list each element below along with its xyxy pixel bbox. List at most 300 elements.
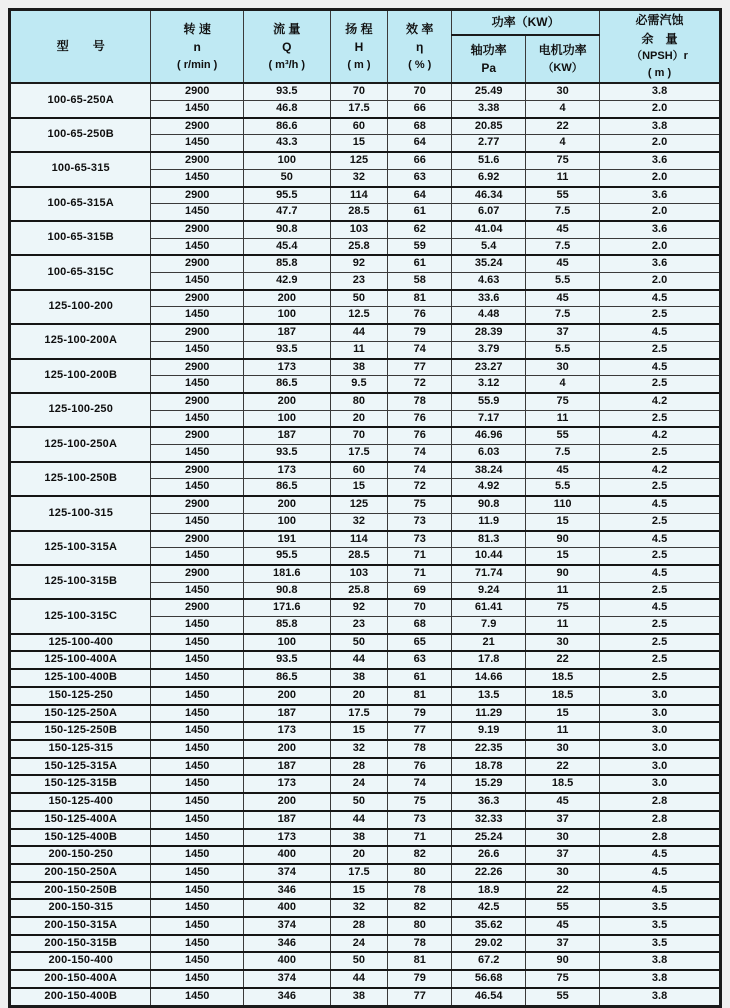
value-cell: 93.5 [243,83,330,100]
table-row [10,793,721,811]
model-group [10,935,721,953]
value-cell: 38 [330,988,388,1006]
value-cell: 2900 [151,290,243,307]
model-cell: 125-100-400 [10,634,151,652]
value-cell: 1450 [151,882,243,900]
model-group [10,722,721,740]
value-cell: 1450 [151,582,243,599]
value-cell: 37 [526,324,600,341]
value-cell: 46.8 [243,100,330,117]
value-cell: 18.5 [526,687,600,705]
value-cell: 58 [388,273,452,290]
value-cell: 70 [388,599,452,616]
value-cell: 60 [330,462,388,479]
value-cell: 2900 [151,221,243,238]
value-cell: 3.0 [600,722,721,740]
value-cell: 346 [243,988,330,1006]
value-cell: 44 [330,811,388,829]
model-group [10,496,721,530]
value-cell: 55.9 [452,393,526,410]
value-cell: 82 [388,899,452,917]
value-cell: 20 [330,846,388,864]
model-cell: 125-100-315A [10,531,151,565]
table-row [10,899,721,917]
value-cell: 1450 [151,548,243,565]
value-cell: 35.62 [452,917,526,935]
value-cell: 56.68 [452,970,526,988]
value-cell: 3.0 [600,687,721,705]
table-row [10,864,721,882]
value-cell: 37 [526,811,600,829]
value-cell: 23 [330,273,388,290]
table-row [10,882,721,900]
value-cell: 69 [388,582,452,599]
model-cell: 100-65-315B [10,221,151,255]
value-cell: 11 [526,410,600,427]
value-cell: 1450 [151,970,243,988]
model-group [10,221,721,255]
value-cell: 22 [526,882,600,900]
table-row [10,462,721,479]
table-row [10,187,721,204]
value-cell: 71.74 [452,565,526,582]
value-cell: 86.5 [243,376,330,393]
value-cell: 45 [526,221,600,238]
value-cell: 6.03 [452,445,526,462]
value-cell: 1450 [151,341,243,358]
value-cell: 2900 [151,255,243,272]
value-cell: 17.5 [330,864,388,882]
value-cell: 42.5 [452,899,526,917]
model-group [10,988,721,1006]
value-cell: 78 [388,882,452,900]
model-group [10,187,721,221]
value-cell: 200 [243,793,330,811]
value-cell: 73 [388,811,452,829]
value-cell: 2.5 [600,307,721,324]
model-cell: 200-150-400 [10,952,151,970]
value-cell: 81 [388,952,452,970]
value-cell: 3.5 [600,899,721,917]
value-cell: 2.5 [600,548,721,565]
value-cell: 4.5 [600,324,721,341]
value-cell: 90 [526,565,600,582]
value-cell: 1450 [151,775,243,793]
value-cell: 346 [243,882,330,900]
value-cell: 50 [330,952,388,970]
value-cell: 1450 [151,899,243,917]
table-row [10,952,721,970]
table-row [10,722,721,740]
model-group [10,899,721,917]
model-group [10,255,721,289]
model-group [10,970,721,988]
value-cell: 45 [526,793,600,811]
value-cell: 100 [243,634,330,652]
value-cell: 15 [330,135,388,152]
model-group [10,864,721,882]
table-row [10,393,721,410]
value-cell: 2900 [151,83,243,100]
value-cell: 1450 [151,864,243,882]
value-cell: 6.92 [452,169,526,186]
value-cell: 2.5 [600,479,721,496]
col-header-shaft-power: 轴功率 Pa [452,35,526,83]
value-cell: 81.3 [452,531,526,548]
value-cell: 17.5 [330,100,388,117]
value-cell: 3.6 [600,152,721,169]
value-cell: 2.8 [600,811,721,829]
pump-specification-table [8,8,722,1008]
value-cell: 76 [388,410,452,427]
value-cell: 32 [330,899,388,917]
value-cell: 32 [330,169,388,186]
value-cell: 24 [330,775,388,793]
model-group [10,651,721,669]
value-cell: 45 [526,917,600,935]
value-cell: 90 [526,531,600,548]
value-cell: 90.8 [243,582,330,599]
value-cell: 68 [388,118,452,135]
value-cell: 103 [330,221,388,238]
value-cell: 171.6 [243,599,330,616]
value-cell: 75 [526,599,600,616]
table-row [10,496,721,513]
value-cell: 1450 [151,376,243,393]
value-cell: 110 [526,496,600,513]
table-row [10,846,721,864]
value-cell: 1450 [151,846,243,864]
value-cell: 62 [388,221,452,238]
value-cell: 67.2 [452,952,526,970]
value-cell: 374 [243,970,330,988]
value-cell: 2900 [151,324,243,341]
value-cell: 55 [526,427,600,444]
value-cell: 4.2 [600,462,721,479]
value-cell: 2.5 [600,376,721,393]
value-cell: 66 [388,100,452,117]
value-cell: 3.8 [600,952,721,970]
value-cell: 1450 [151,651,243,669]
table-row [10,359,721,376]
value-cell: 44 [330,651,388,669]
value-cell: 1450 [151,479,243,496]
value-cell: 76 [388,427,452,444]
model-cell: 125-100-200 [10,290,151,324]
table-row [10,427,721,444]
model-cell: 150-125-400A [10,811,151,829]
col-header-head: 扬 程 H ( m ) [330,10,388,84]
model-group [10,290,721,324]
value-cell: 191 [243,531,330,548]
value-cell: 4 [526,135,600,152]
value-cell: 2900 [151,565,243,582]
value-cell: 47.7 [243,204,330,221]
value-cell: 1450 [151,758,243,776]
value-cell: 1450 [151,445,243,462]
value-cell: 45 [526,290,600,307]
value-cell: 23.27 [452,359,526,376]
value-cell: 400 [243,846,330,864]
value-cell: 1450 [151,829,243,847]
value-cell: 25.24 [452,829,526,847]
value-cell: 1450 [151,988,243,1006]
value-cell: 3.0 [600,775,721,793]
value-cell: 70 [330,83,388,100]
value-cell: 43.3 [243,135,330,152]
value-cell: 100 [243,410,330,427]
value-cell: 26.6 [452,846,526,864]
value-cell: 3.8 [600,83,721,100]
model-cell: 200-150-400A [10,970,151,988]
value-cell: 3.12 [452,376,526,393]
col-header-npsh: 必需汽蚀 余 量 （NPSH）r ( m ) [600,10,721,84]
value-cell: 93.5 [243,341,330,358]
model-cell: 200-150-315A [10,917,151,935]
value-cell: 20 [330,410,388,427]
value-cell: 45 [526,462,600,479]
value-cell: 93.5 [243,651,330,669]
value-cell: 1450 [151,100,243,117]
value-cell: 2.0 [600,204,721,221]
model-group [10,793,721,811]
value-cell: 1450 [151,669,243,687]
model-group [10,393,721,427]
value-cell: 1450 [151,513,243,530]
value-cell: 51.6 [452,152,526,169]
value-cell: 374 [243,917,330,935]
value-cell: 71 [388,565,452,582]
value-cell: 9.5 [330,376,388,393]
value-cell: 18.9 [452,882,526,900]
value-cell: 22 [526,651,600,669]
value-cell: 64 [388,187,452,204]
value-cell: 66 [388,152,452,169]
value-cell: 74 [388,775,452,793]
value-cell: 30 [526,634,600,652]
value-cell: 173 [243,829,330,847]
value-cell: 11 [526,169,600,186]
value-cell: 3.6 [600,221,721,238]
table-row [10,669,721,687]
col-header-speed: 转 速 n ( r/min ) [151,10,243,84]
value-cell: 187 [243,324,330,341]
value-cell: 2.0 [600,238,721,255]
value-cell: 65 [388,634,452,652]
value-cell: 1450 [151,811,243,829]
table-row [10,152,721,169]
value-cell: 10.44 [452,548,526,565]
value-cell: 17.5 [330,705,388,723]
value-cell: 59 [388,238,452,255]
model-cell: 200-150-315 [10,899,151,917]
value-cell: 125 [330,496,388,513]
value-cell: 92 [330,255,388,272]
value-cell: 75 [526,393,600,410]
value-cell: 2.0 [600,273,721,290]
model-cell: 150-125-400B [10,829,151,847]
value-cell: 86.5 [243,479,330,496]
value-cell: 28.5 [330,548,388,565]
value-cell: 86.5 [243,669,330,687]
value-cell: 100 [243,307,330,324]
model-cell: 150-125-250A [10,705,151,723]
value-cell: 2900 [151,427,243,444]
value-cell: 25.49 [452,83,526,100]
value-cell: 7.5 [526,238,600,255]
value-cell: 1450 [151,917,243,935]
value-cell: 70 [388,83,452,100]
model-cell: 200-150-400B [10,988,151,1006]
value-cell: 22 [526,118,600,135]
value-cell: 103 [330,565,388,582]
value-cell: 5.5 [526,273,600,290]
model-cell: 100-65-250A [10,83,151,117]
value-cell: 2.5 [600,669,721,687]
value-cell: 61 [388,255,452,272]
value-cell: 61 [388,204,452,221]
value-cell: 1450 [151,705,243,723]
value-cell: 200 [243,687,330,705]
value-cell: 73 [388,531,452,548]
value-cell: 30 [526,740,600,758]
value-cell: 4.5 [600,359,721,376]
value-cell: 200 [243,740,330,758]
value-cell: 400 [243,899,330,917]
table-row [10,758,721,776]
model-group [10,917,721,935]
model-group [10,565,721,599]
value-cell: 85.8 [243,617,330,634]
value-cell: 25.8 [330,582,388,599]
value-cell: 32 [330,740,388,758]
value-cell: 20.85 [452,118,526,135]
value-cell: 1450 [151,135,243,152]
value-cell: 75 [526,970,600,988]
model-group [10,740,721,758]
model-group [10,882,721,900]
value-cell: 100 [243,152,330,169]
value-cell: 4.5 [600,531,721,548]
value-cell: 17.5 [330,445,388,462]
value-cell: 63 [388,169,452,186]
model-cell: 200-150-250 [10,846,151,864]
value-cell: 2.5 [600,445,721,462]
value-cell: 38 [330,669,388,687]
col-header-model [10,10,151,84]
value-cell: 79 [388,705,452,723]
value-cell: 93.5 [243,445,330,462]
table-row [10,917,721,935]
value-cell: 72 [388,376,452,393]
value-cell: 37 [526,846,600,864]
model-group [10,829,721,847]
value-cell: 2.8 [600,829,721,847]
value-cell: 77 [388,988,452,1006]
model-cell: 125-100-250 [10,393,151,427]
value-cell: 2.0 [600,169,721,186]
value-cell: 11.29 [452,705,526,723]
value-cell: 2.5 [600,634,721,652]
value-cell: 50 [330,793,388,811]
model-cell: 125-100-400A [10,651,151,669]
value-cell: 28.39 [452,324,526,341]
value-cell: 7.17 [452,410,526,427]
value-cell: 45 [526,255,600,272]
value-cell: 41.04 [452,221,526,238]
value-cell: 2.5 [600,582,721,599]
value-cell: 181.6 [243,565,330,582]
value-cell: 9.19 [452,722,526,740]
value-cell: 36.3 [452,793,526,811]
value-cell: 28 [330,917,388,935]
value-cell: 2.0 [600,135,721,152]
value-cell: 173 [243,722,330,740]
value-cell: 173 [243,359,330,376]
value-cell: 24 [330,935,388,953]
model-group [10,324,721,358]
value-cell: 1450 [151,952,243,970]
model-cell: 150-125-315A [10,758,151,776]
model-group [10,811,721,829]
value-cell: 2.5 [600,617,721,634]
value-cell: 75 [388,496,452,513]
model-group [10,599,721,633]
table-row [10,290,721,307]
value-cell: 18.5 [526,669,600,687]
table-row [10,565,721,582]
model-cell: 200-150-250B [10,882,151,900]
model-group [10,359,721,393]
model-cell: 125-100-400B [10,669,151,687]
value-cell: 28.5 [330,204,388,221]
table-row [10,118,721,135]
value-cell: 4.92 [452,479,526,496]
value-cell: 173 [243,462,330,479]
value-cell: 125 [330,152,388,169]
value-cell: 187 [243,427,330,444]
value-cell: 1450 [151,935,243,953]
table-row [10,829,721,847]
value-cell: 80 [388,864,452,882]
value-cell: 46.96 [452,427,526,444]
value-cell: 22.35 [452,740,526,758]
table-row [10,255,721,272]
value-cell: 77 [388,359,452,376]
model-cell: 125-100-315B [10,565,151,599]
value-cell: 1450 [151,793,243,811]
value-cell: 4.5 [600,882,721,900]
value-cell: 173 [243,775,330,793]
value-cell: 400 [243,952,330,970]
value-cell: 3.5 [600,935,721,953]
value-cell: 76 [388,307,452,324]
table-row [10,599,721,616]
value-cell: 6.07 [452,204,526,221]
table-row [10,988,721,1006]
value-cell: 30 [526,83,600,100]
value-cell: 2.5 [600,513,721,530]
value-cell: 3.8 [600,988,721,1006]
table-row [10,221,721,238]
value-cell: 2.77 [452,135,526,152]
value-cell: 2900 [151,187,243,204]
value-cell: 32 [330,513,388,530]
model-cell: 125-100-315C [10,599,151,633]
value-cell: 4.5 [600,496,721,513]
value-cell: 17.8 [452,651,526,669]
value-cell: 46.54 [452,988,526,1006]
